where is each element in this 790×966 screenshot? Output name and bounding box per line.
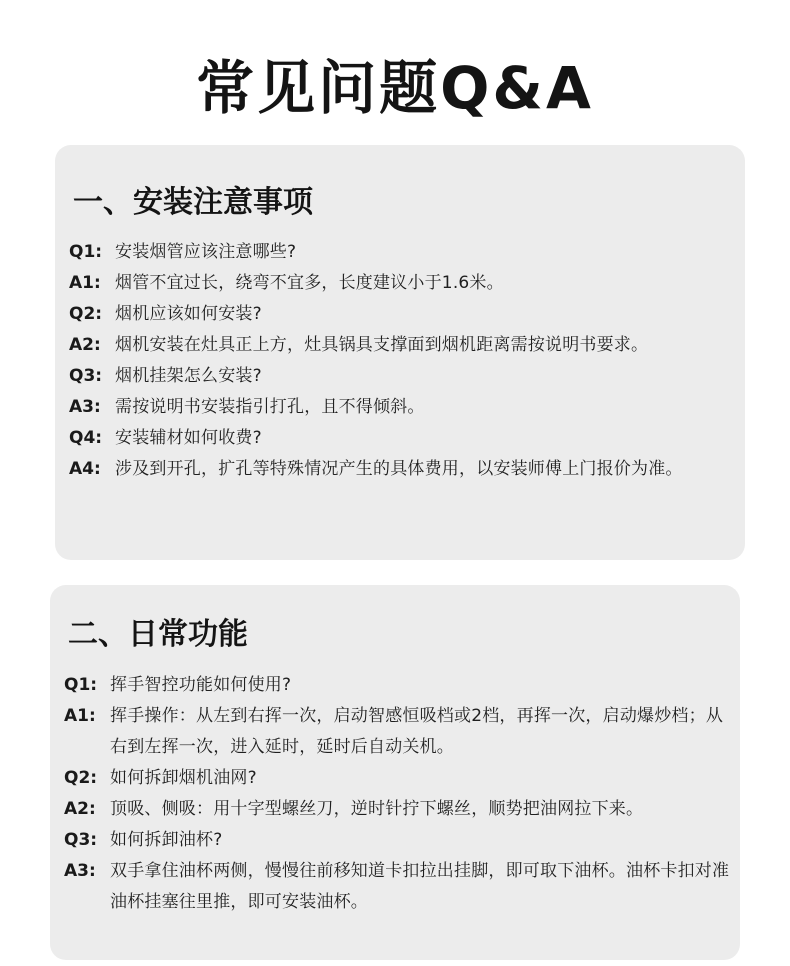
question-text: 挥手智控功能如何使用? bbox=[110, 675, 292, 695]
qa-row bbox=[64, 763, 730, 794]
answer-key: A3: bbox=[64, 861, 96, 881]
qa-row bbox=[69, 237, 735, 268]
faq-card-daily-functions bbox=[50, 585, 740, 960]
section-heading-daily-functions: 二、日常功能 bbox=[68, 617, 248, 652]
question-text: 烟机应该如何安装? bbox=[115, 304, 262, 324]
question-key: Q1: bbox=[64, 675, 98, 695]
question-key: Q3: bbox=[69, 366, 103, 386]
answer-text: 双手拿住油杯两侧，慢慢往前移知道卡扣拉出挂脚，即可取下油杯。油杯卡扣对准油杯挂塞往里推，即可安装油杯。 bbox=[110, 861, 730, 912]
qa-row bbox=[69, 299, 735, 330]
qa-row bbox=[69, 423, 735, 454]
question-text: 安装烟管应该注意哪些? bbox=[115, 242, 297, 262]
answer-key: A2: bbox=[64, 799, 96, 819]
qa-row bbox=[69, 268, 735, 299]
question-text: 如何拆卸油杯? bbox=[110, 830, 223, 850]
question-key: Q2: bbox=[69, 304, 103, 324]
page-title: 常见问题Q&A bbox=[196, 54, 594, 122]
question-key: Q2: bbox=[64, 768, 98, 788]
answer-text: 烟管不宜过长，绕弯不宜多，长度建议小于1.6米。 bbox=[115, 273, 504, 293]
question-key: Q3: bbox=[64, 830, 98, 850]
qa-row bbox=[69, 361, 735, 392]
faq-card-installation bbox=[55, 145, 745, 560]
answer-key: A3: bbox=[69, 397, 101, 417]
qa-list-installation bbox=[69, 237, 735, 485]
question-text: 安装辅材如何收费? bbox=[115, 428, 262, 448]
qa-row bbox=[69, 330, 735, 361]
answer-key: A1: bbox=[69, 273, 101, 293]
qa-row bbox=[64, 856, 730, 918]
qa-list-daily-functions bbox=[64, 670, 730, 918]
answer-text: 顶吸、侧吸：用十字型螺丝刀，逆时针拧下螺丝，顺势把油网拉下来。 bbox=[110, 799, 644, 819]
question-text: 如何拆卸烟机油网? bbox=[110, 768, 257, 788]
qa-row bbox=[64, 701, 730, 763]
answer-text: 烟机安装在灶具正上方，灶具锅具支撑面到烟机距离需按说明书要求。 bbox=[115, 335, 649, 355]
qa-row bbox=[69, 392, 735, 423]
answer-key: A4: bbox=[69, 459, 101, 479]
qa-row bbox=[64, 825, 730, 856]
answer-text: 挥手操作：从左到右挥一次，启动智感恒吸档或2档，再挥一次，启动爆炒档；从右到左挥一次，进入延时，延时后自动关机。 bbox=[110, 706, 724, 757]
answer-key: A2: bbox=[69, 335, 101, 355]
qa-row bbox=[69, 454, 735, 485]
answer-text: 涉及到开孔，扩孔等特殊情况产生的具体费用，以安装师傅上门报价为准。 bbox=[115, 459, 683, 479]
question-text: 烟机挂架怎么安装? bbox=[115, 366, 262, 386]
section-heading-installation: 一、安装注意事项 bbox=[73, 185, 313, 220]
question-key: Q1: bbox=[69, 242, 103, 262]
answer-text: 需按说明书安装指引打孔，且不得倾斜。 bbox=[115, 397, 425, 417]
question-key: Q4: bbox=[69, 428, 103, 448]
qa-row bbox=[64, 670, 730, 701]
qa-row bbox=[64, 794, 730, 825]
answer-key: A1: bbox=[64, 706, 96, 726]
